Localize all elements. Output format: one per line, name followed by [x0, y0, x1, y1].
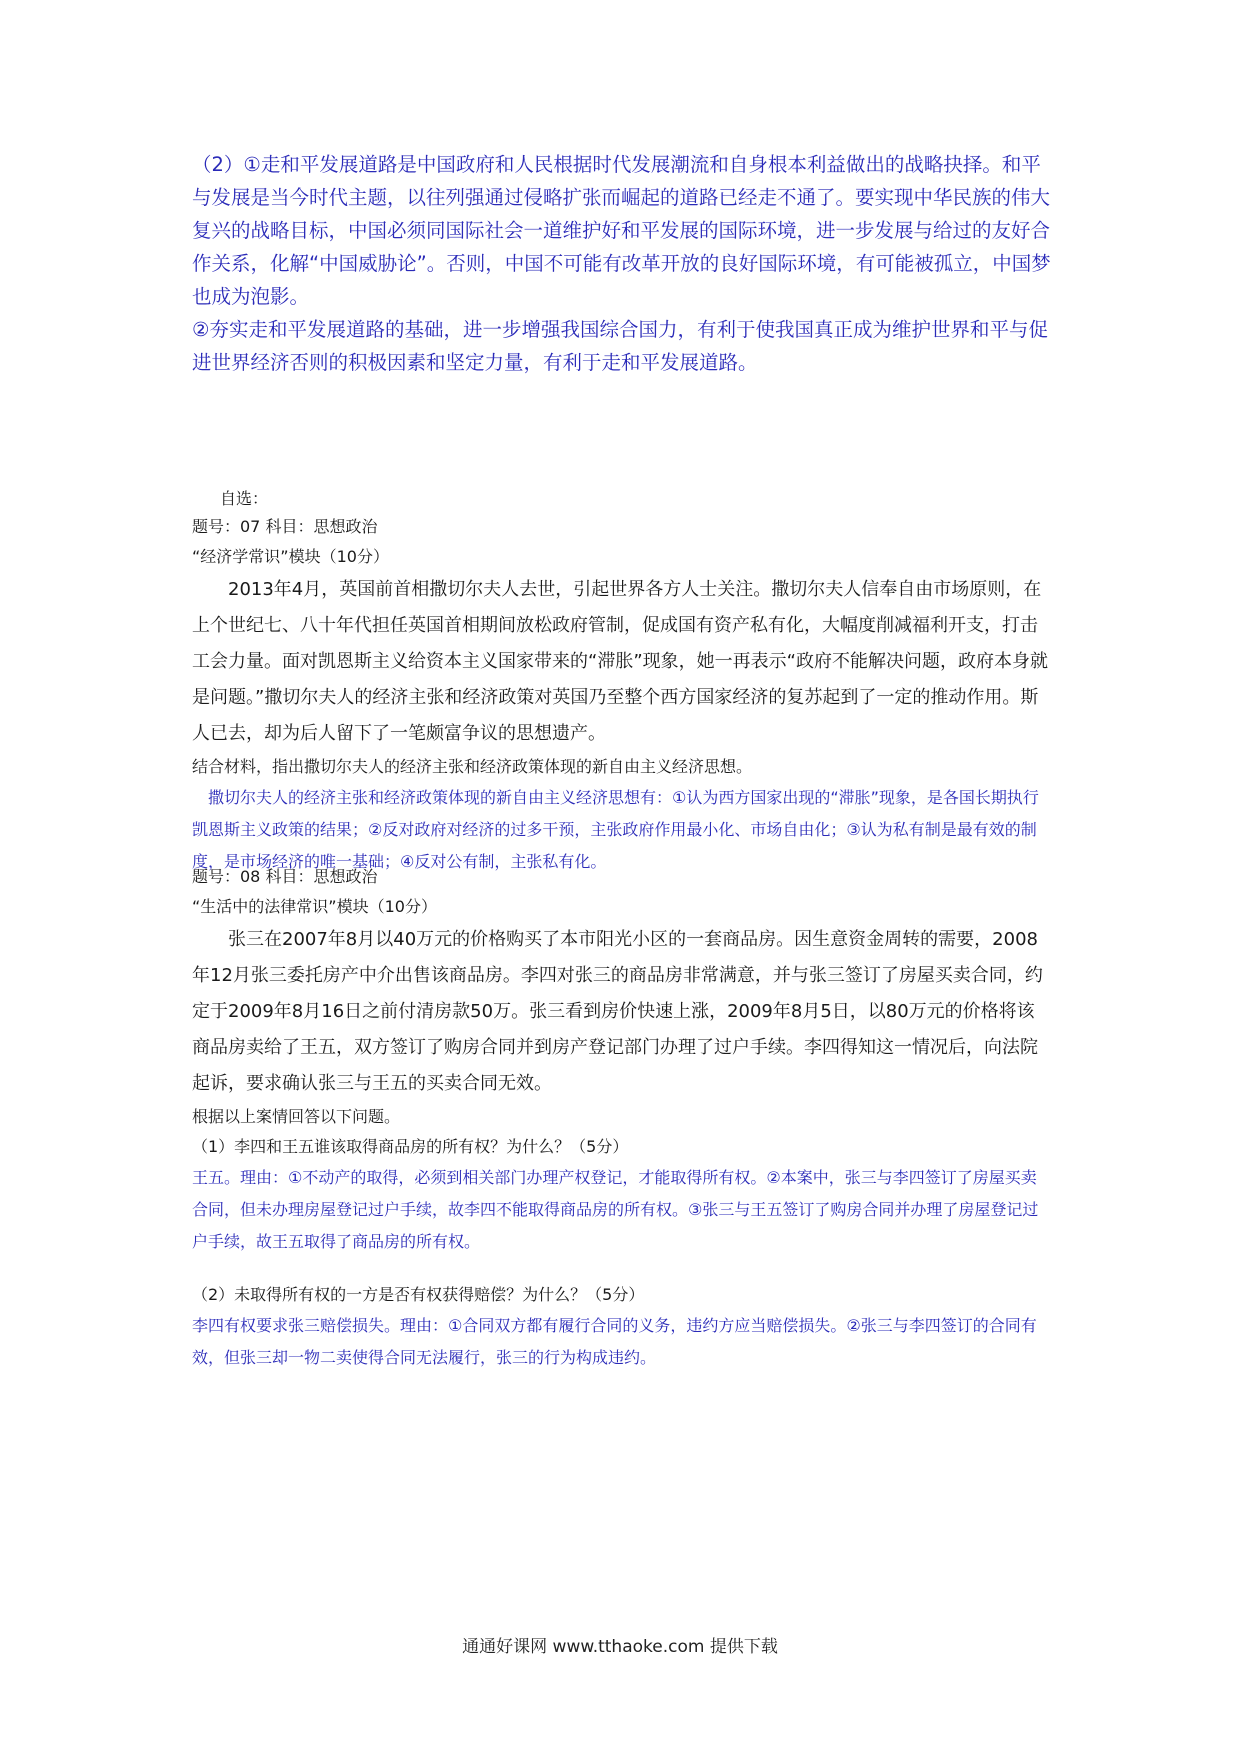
section-label: 自选： — [220, 489, 269, 508]
q08-answer-1: 王五。理由：①不动产的取得，必须到相关部门办理产权登记，才能取得所有权。②本案中，张三与李四签订了房屋买卖合同，但未办理房屋登记过户手续，故李四不能取得商品房的所有权。③张三与王五签订了购房合同并办理了房屋登记过户手续，故王五取得了商品房的所有权。 — [192, 1168, 1039, 1251]
answer-block-peaceful-development — [192, 148, 1052, 379]
q08-subquestion-2: （2）未取得所有权的一方是否有权获得赔偿？为什么？（5分） — [192, 1285, 645, 1304]
q07-answer: 撒切尔夫人的经济主张和经济政策体现的新自由主义经济思想有：①认为西方国家出现的“滞胀”现象，是各国长期执行凯恩斯主义政策的结果；②反对政府对经济的过多干预，主张政府作用最小化、市场自由化；③认为私有制是最有效的制度，是市场经济的唯一基础；④反对公有制，主张私有化。 — [192, 788, 1039, 871]
answer-paragraph-1: （2）①走和平发展道路是中国政府和人民根据时代发展潮流和自身根本利益做出的战略抉择。和平与发展是当今时代主题，以往列强通过侵略扩张而崛起的道路已经走不通了。要实现中华民族的伟大复兴的战略目标，中国必须同国际社会一道维护好和平发展的国际环境，进一步发展与给过的友好合作关系，化解“中国威胁论”。否则，中国不可能有改革开放的良好国际环境，有可能被孤立，中国梦也成为泡影。 — [192, 153, 1051, 308]
q07-module: “经济学常识”模块（10分） — [192, 547, 389, 566]
q08-header: 题号：08 科目：思想政治 — [192, 867, 378, 886]
q08-answer-2: 李四有权要求张三赔偿损失。理由：①合同双方都有履行合同的义务，违约方应当赔偿损失。②张三与李四签订的合同有效，但张三却一物二卖使得合同无法履行，张三的行为构成违约。 — [192, 1316, 1037, 1367]
q08-subquestion-1: （1）李四和王五谁该取得商品房的所有权？为什么？（5分） — [192, 1137, 629, 1156]
q08-module: “生活中的法律常识”模块（10分） — [192, 897, 437, 916]
q08-material: 张三在2007年8月以40万元的价格购买了本市阳光小区的一套商品房。因生意资金周转的需要，2008年12月张三委托房产中介出售该商品房。李四对张三的商品房非常满意，并与张三签订了房屋买卖合同，约定于2009年8月16日之前付清房款50万。张三看到房价快速上涨，2009年8月5日，以80万元的价格将该商品房卖给了王五，双方签订了购房合同并到房产登记部门办理了过户手续。李四得知这一情况后，向法院起诉，要求确认张三与王五的买卖合同无效。 — [192, 929, 1043, 1094]
page-footer: 通通好课网 www.tthaoke.com 提供下载 — [462, 1637, 778, 1657]
answer-paragraph-2: ②夯实走和平发展道路的基础，进一步增强我国综合国力，有利于使我国真正成为维护世界和平与促进世界经济否则的积极因素和坚定力量，有利于走和平发展道路。 — [192, 318, 1048, 374]
q07-question: 结合材料，指出撒切尔夫人的经济主张和经济政策体现的新自由主义经济思想。 — [192, 757, 753, 776]
q07-material: 2013年4月，英国前首相撒切尔夫人去世，引起世界各方人士关注。撒切尔夫人信奉自由市场原则，在上个世纪七、八十年代担任英国首相期间放松政府管制，促成国有资产私有化，大幅度削减福利开支，打击工会力量。面对凯恩斯主义给资本主义国家带来的“滞胀”现象，她一再表示“政府不能解决问题，政府本身就是问题。”撒切尔夫人的经济主张和经济政策对英国乃至整个西方国家经济的复苏起到了一定的推动作用。斯人已去，却为后人留下了一笔颇富争议的思想遗产。 — [192, 579, 1048, 744]
question-08 — [192, 862, 1052, 1374]
q08-prompt: 根据以上案情回答以下问题。 — [192, 1107, 401, 1126]
question-07 — [192, 512, 1052, 878]
q07-header: 题号：07 科目：思想政治 — [192, 517, 378, 536]
